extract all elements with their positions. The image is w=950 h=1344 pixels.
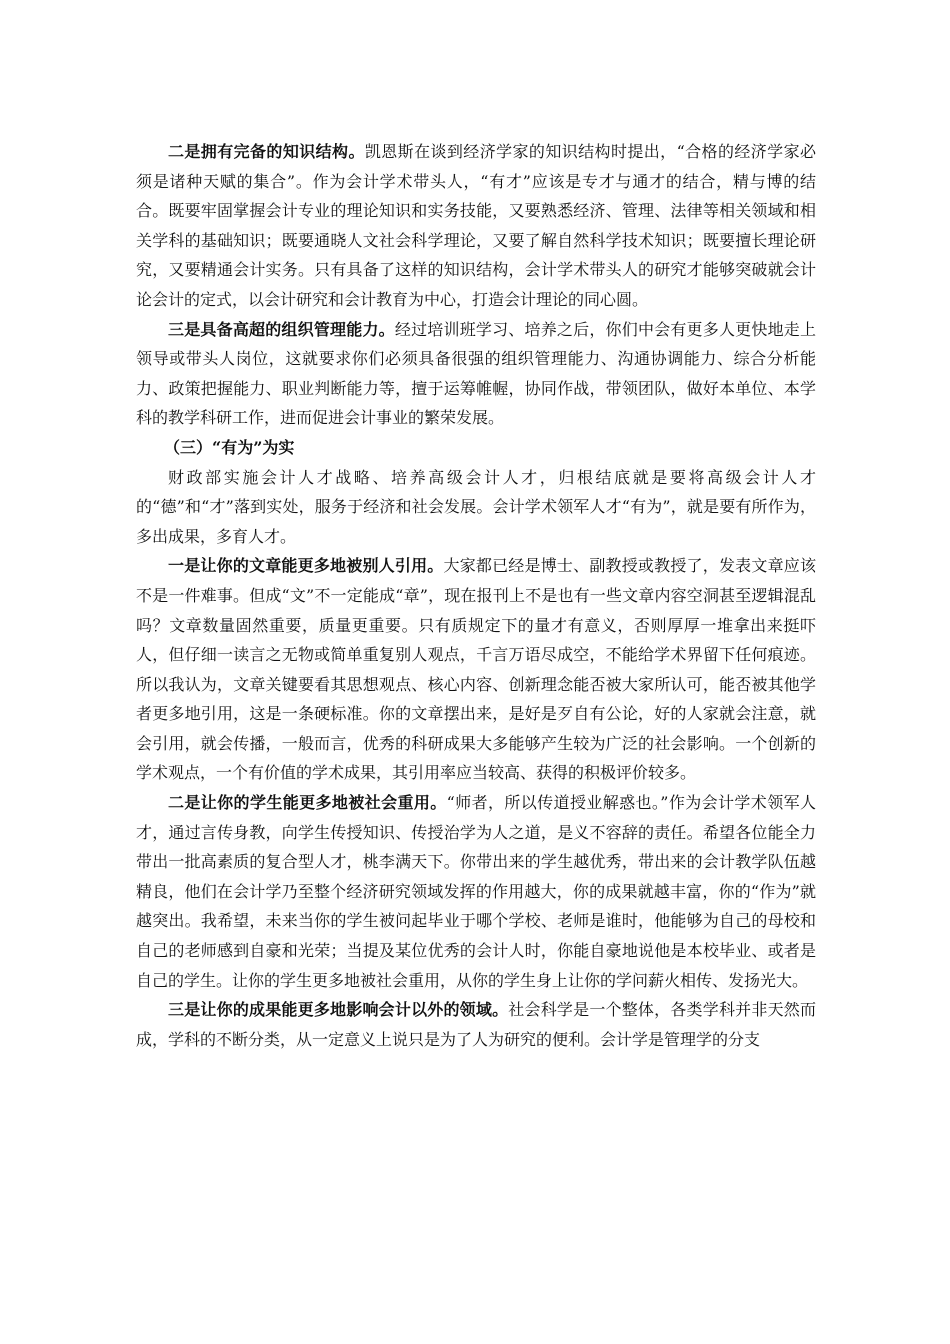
section-heading: （三）“有为”为实 (164, 437, 295, 457)
paragraph-text: 经过培训班学习、培养之后，你们中会有更多人更快地走上领导或带头人岗位，这就要求你们必须具备很强的组织管理能力、沟通协调能力、综合分析能力、政策把握能力、职业判断能力等，擅于运筹帷幄，协同作战，带领团队，做好本单位、本学科的教学科研工作，进而促进会计事业的繁荣发展。 (136, 319, 816, 428)
paragraph-lead: 二是让你的学生能更多地被社会重用。 (168, 793, 447, 813)
paragraph-articles-cited (136, 551, 816, 788)
paragraph-text: 社会科学是一个整体，各类学科并非天然而成，学科的不断分类，从一定意义上说只是为了人为研究的便利。会计学是管理学的分支 (136, 1000, 816, 1049)
paragraph-text: 凯恩斯在谈到经济学家的知识结构时提出，“合格的经济学家必须是诸种天赋的集合”。作为会计学术带头人，“有才”应该是专才与通才的结合，精与博的结合。既要牢固掌握会计专业的理论知识和实务技能，又要熟悉经济、管理、法律等相关领域和相关学科的基础知识；既要通晓人文社会科学理论，又要了解自然科学技术知识；既要擅长理论研究，又要精通会计实务。只有具备了这样的知识结构，会计学术带头人的研究才能够突破就会计论会计的定式，以会计研究和会计教育为中心，打造会计理论的同心圆。 (136, 142, 816, 309)
paragraph-intro (136, 463, 816, 552)
paragraph-lead: 一是让你的文章能更多地被别人引用。 (168, 556, 444, 576)
paragraph-text: 大家都已经是博士、副教授或教授了，发表文章应该不是一件难事。但成“文”不一定能成“章”，现在报刊上不是也有一些文章内容空洞甚至逻辑混乱吗？文章数量固然重要，质量更重要。只有质规定下的量才有意义，否则厚厚一堆拿出来挺吓人，但仔细一读言之无物或简单重复别人观点，千言万语尽成空，不能给学术界留下任何痕迹。所以我认为，文章关键要看其思想观点、核心内容、创新理念能否被大家所认可，能否被其他学者更多地引用，这是一条硬标准。你的文章摆出来，是好是歹自有公论，好的人家就会注意，就会引用，就会传播，一般而言，优秀的科研成果大多能够产生较为广泛的社会影响。一个创新的学术观点，一个有价值的学术成果，其引用率应当较高、获得的积极评价较多。 (136, 556, 816, 783)
paragraph-text: “师者，所以传道授业解惑也。”作为会计学术领军人才，通过言传身教，向学生传授知识、传授治学为人之道，是义不容辞的责任。希望各位能全力带出一批高素质的复合型人才，桃李满天下。你带出来的学生越优秀，带出来的会计教学队伍越精良，他们在会计学乃至整个经济研究领域发挥的作用越大，你的成果就越丰富，你的“作为”就越突出。我希望，未来当你的学生被问起毕业于哪个学校、老师是谁时，他能够为自己的母校和自己的老师感到自豪和光荣；当提及某位优秀的会计人时，你能自豪地说他是本校毕业、或者是自己的学生。让你的学生更多地被社会重用，从你的学生身上让你的学问薪火相传、发扬光大。 (136, 793, 816, 990)
paragraph-students-valued (136, 788, 816, 995)
paragraph-text: 财政部实施会计人才战略、培养高级会计人才，归根结底就是要将高级会计人才的“德”和“才”落到实处，服务于经济和社会发展。会计学术领军人才“有为”，就是要有所作为，多出成果，多育人才。 (136, 467, 816, 546)
paragraph-lead: 三是具备高超的组织管理能力。 (168, 319, 395, 339)
paragraph-management-ability (136, 315, 816, 433)
paragraph-lead: 三是让你的成果能更多地影响会计以外的领域。 (168, 1000, 509, 1020)
paragraph-influence-beyond (136, 995, 816, 1054)
paragraph-lead: 二是拥有完备的知识结构。 (168, 142, 365, 161)
paragraph-knowledge-structure (136, 137, 816, 315)
document-page (136, 137, 816, 1054)
